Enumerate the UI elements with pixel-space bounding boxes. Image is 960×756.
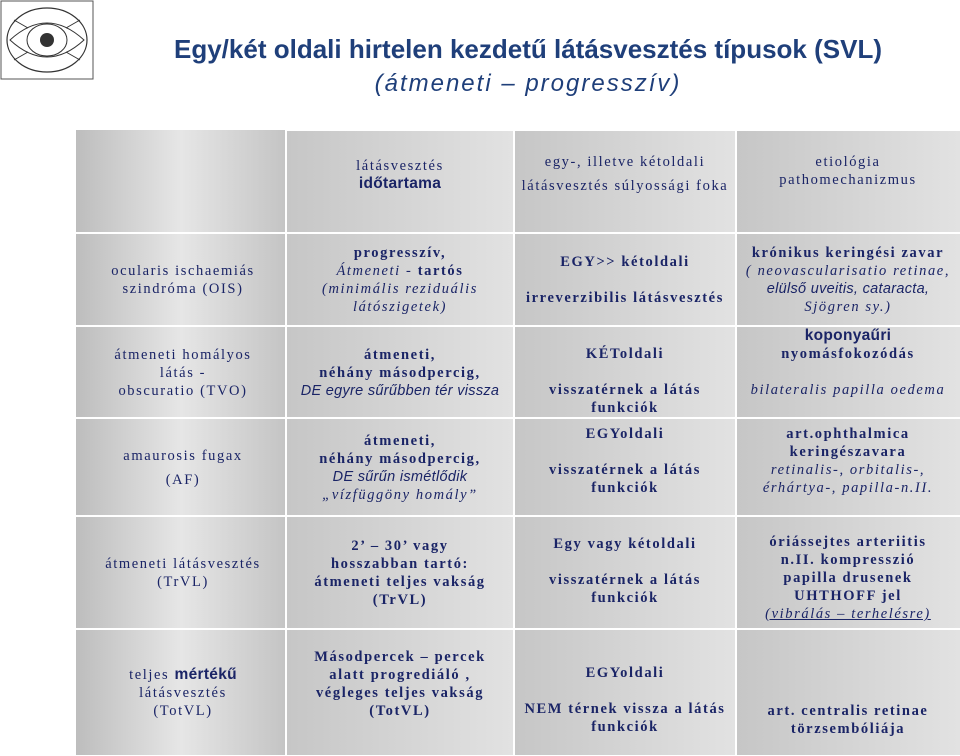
row-trvl-duration-line2: hosszabban tartó:: [331, 556, 469, 572]
header-severity: [514, 130, 736, 233]
row-trvl-label-line2: (TrVL): [157, 574, 209, 590]
row-tvo-label-line2: obscuratio (TVO): [118, 382, 248, 399]
row-ois-severity: [514, 233, 736, 326]
row-ois-duration-line1: progresszív,: [353, 245, 447, 261]
row-af-duration-line4: „vízfüggöny homály”: [322, 486, 478, 503]
row-trvl-etiology-line2: n.II. kompresszió: [780, 552, 916, 568]
row-ois-label: ocularis ischaemiás szindróma (OIS): [111, 263, 255, 297]
row-totvl-etiology-line1: art. centralis retinae: [767, 703, 929, 719]
page-subtitle: (átmeneti – progresszív): [374, 70, 682, 97]
row-ois-duration-line2b: tartós: [417, 263, 464, 279]
row-totvl-label-line3: (TotVL): [153, 702, 213, 719]
row-af-name: [80, 418, 286, 516]
header-etiology-line2: pathomechanizmus: [779, 172, 917, 188]
row-ois-etiology-line4: Sjögren sy.): [804, 299, 892, 315]
row-trvl-duration: [286, 516, 514, 629]
row-totvl-label-line2: látásvesztés: [139, 684, 227, 701]
row-trvl-name: [80, 516, 286, 629]
row-trvl-severity-line2: visszatérnek a látás funkciók: [548, 572, 701, 606]
header-etiology-line1: etiológia: [815, 154, 881, 170]
row-tvo-etiology-line1: koponyaűri: [804, 327, 892, 344]
row-ois-duration-line3: (minimális reziduális látószigetek): [322, 281, 478, 315]
row-trvl-etiology-line3: papilla drusenek: [783, 570, 913, 586]
row-tvo-severity-line2: visszatérnek a látás funkciók: [548, 382, 701, 416]
row-totvl-label-line1a: teljes: [129, 666, 175, 683]
row-totvl-severity-line1: EGYoldali: [585, 665, 665, 681]
row-tvo-duration: [286, 326, 514, 418]
header-severity-line2: látásvesztés súlyossági foka: [521, 178, 729, 194]
row-ois-etiology-line1: krónikus keringési zavar: [751, 245, 945, 261]
row-af-duration-line1: átmeneti,: [364, 432, 436, 449]
row-trvl-etiology-line1: óriássejtes arteriitis: [769, 534, 927, 550]
row-af-label-line1: amaurosis fugax: [123, 447, 243, 464]
row-totvl-duration-line2: alatt progrediáló ,: [329, 667, 471, 683]
row-trvl-duration-line1: 2’ – 30’ vagy: [351, 538, 449, 554]
row-af-etiology-line2: retinalis-, orbitalis-, érhártya-, papilla-n.II.: [762, 462, 934, 496]
row-ois-etiology: [736, 233, 960, 326]
row-af-severity: [514, 418, 736, 516]
row-trvl-duration-line3: átmeneti teljes vakság: [314, 574, 486, 590]
row-totvl-name: [80, 629, 286, 755]
row-tvo-severity: [514, 326, 736, 418]
row-trvl-etiology-line4: UHTHOFF jel: [794, 588, 902, 604]
row-af-duration: [286, 418, 514, 516]
row-totvl-severity-line2: NEM térnek vissza a látás funkciók: [524, 701, 726, 735]
row-tvo-duration-line2: néhány másodpercig,: [319, 364, 481, 381]
row-totvl-duration-line3: végleges teljes vakság: [315, 685, 485, 701]
row-totvl-duration-line4: (TotVL): [369, 703, 431, 719]
row-af-etiology-line1: art.ophthalmica keringészavara: [786, 426, 910, 460]
row-tvo-etiology-line3: bilateralis papilla oedema: [750, 382, 946, 398]
row-tvo-severity-line1: KÉToldali: [585, 346, 665, 362]
row-totvl-severity: [514, 629, 736, 755]
row-ois-etiology-line2: ( neovascularisatio retinae,: [745, 263, 951, 279]
row-trvl-etiology-line5: (vibrálás – terhelésre): [765, 606, 931, 622]
page-title: Egy/két oldali hirtelen kezdetű látásvesztés típusok (SVL): [174, 34, 882, 64]
row-ois-severity-line2: irreverzibilis látásvesztés: [526, 290, 724, 306]
row-af-severity-line1: EGYoldali: [585, 426, 665, 442]
row-trvl-severity: [514, 516, 736, 629]
row-totvl-label-line1b: mértékű: [174, 665, 237, 683]
row-af-etiology: [736, 418, 960, 516]
row-totvl-duration: [286, 629, 514, 755]
row-tvo-duration-line3: DE egyre sűrűbben tér vissza: [300, 382, 500, 399]
row-tvo-etiology: [736, 326, 960, 418]
header-etiology: [736, 130, 960, 233]
row-totvl-etiology-line2: törzsembóliája: [790, 721, 906, 737]
header-duration-line1: látásvesztés: [356, 158, 444, 174]
header-duration: [286, 130, 514, 233]
row-tvo-duration-line1: átmeneti,: [364, 346, 436, 363]
row-trvl-severity-line1: Egy vagy kétoldali: [553, 536, 697, 552]
row-trvl-duration-line4: (TrVL): [372, 592, 428, 608]
row-af-duration-line2: néhány másodpercig,: [319, 450, 481, 467]
row-trvl-etiology: [736, 516, 960, 629]
row-totvl-duration-line1: Másodpercek – percek: [314, 649, 486, 665]
row-ois-name: [80, 233, 286, 326]
header-duration-line2: időtartama: [358, 175, 442, 192]
row-af-severity-line2: visszatérnek a látás funkciók: [548, 462, 701, 496]
row-tvo-label-line1: átmeneti homályos látás -: [114, 346, 252, 381]
row-ois-duration: [286, 233, 514, 326]
row-totvl-etiology: [736, 629, 960, 755]
row-ois-duration-line2a: Átmeneti -: [336, 263, 418, 279]
row-ois-severity-line1: EGY>> kétoldali: [560, 254, 690, 270]
row-tvo-etiology-line2: nyomásfokozódás: [781, 346, 915, 362]
row-tvo-name: [80, 326, 286, 418]
row-trvl-label-line1: átmeneti látásvesztés: [105, 556, 261, 572]
header-severity-line1: egy-, illetve kétoldali: [544, 154, 706, 170]
row-af-duration-line3: DE sűrűn ismétlődik: [332, 468, 468, 485]
row-ois-etiology-line3: elülső uveitis, cataracta,: [766, 281, 930, 297]
row-af-label-line2: (AF): [165, 471, 201, 488]
